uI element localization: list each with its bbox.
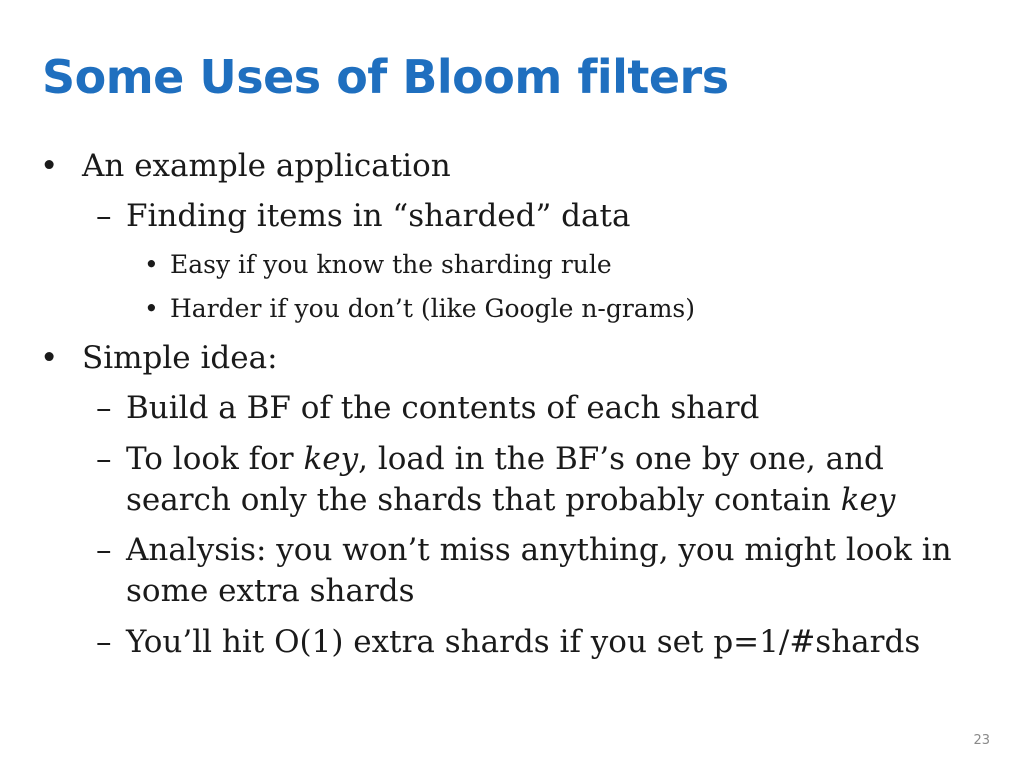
bullet-text: some extra shards <box>126 573 415 609</box>
bullet-text: , load in the BF’s one by one, and <box>358 441 884 477</box>
bullet-text: Simple idea: <box>82 340 278 376</box>
subbullet-analysis <box>96 532 952 568</box>
bullet-text: Easy if you know the sharding rule <box>170 250 612 279</box>
dash-marker: – <box>96 532 112 568</box>
page-number: 23 <box>973 733 990 748</box>
subbullet-look-for-key-continued <box>126 482 895 518</box>
bullet-text: Finding items in “sharded” data <box>126 198 631 234</box>
bullet-text: Analysis: you won’t miss anything, you might look in <box>126 532 952 568</box>
key-term: key <box>840 482 896 518</box>
dash-marker: – <box>96 624 112 660</box>
bullet-text: To look for <box>126 441 304 477</box>
bullet-text: An example application <box>82 148 451 184</box>
bullet-simple-idea <box>40 340 278 376</box>
bullet-example-application <box>40 148 451 184</box>
subbullet-build-bf <box>96 390 760 426</box>
bullet-text: Build a BF of the contents of each shard <box>126 390 760 426</box>
dash-marker: – <box>96 198 112 234</box>
key-term: key <box>303 441 359 477</box>
bullet-text: Harder if you don’t (like Google n-grams) <box>170 294 696 323</box>
subsubbullet-easy <box>144 250 612 279</box>
bullet-text: You’ll hit O(1) extra shards if you set p=1/#shards <box>126 624 921 660</box>
bullet-marker: • <box>40 340 59 376</box>
bullet-marker: • <box>144 250 159 279</box>
bullet-text: search only the shards that probably contain <box>126 482 841 518</box>
subbullet-look-for-key <box>96 441 884 477</box>
subbullet-finding-items <box>96 198 631 234</box>
dash-marker: – <box>96 441 112 477</box>
dash-marker: – <box>96 390 112 426</box>
bullet-marker: • <box>40 148 59 184</box>
subsubbullet-harder <box>144 294 696 323</box>
bullet-marker: • <box>144 294 159 323</box>
slide-title: Some Uses of Bloom filters <box>42 50 729 104</box>
subbullet-extra-shards <box>96 624 921 660</box>
subbullet-analysis-continued <box>126 573 415 609</box>
